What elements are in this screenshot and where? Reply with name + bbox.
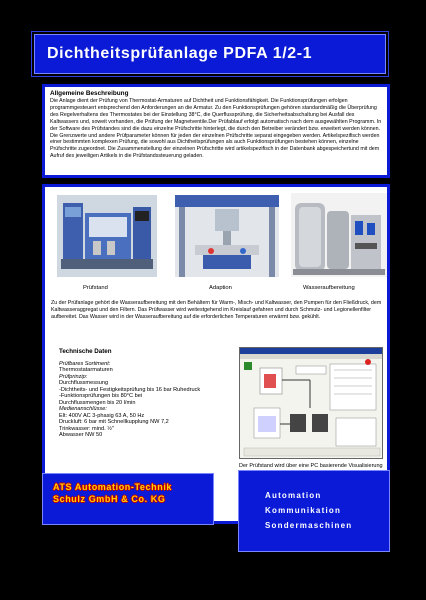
technical-data-item: -Funktionsprüfungen bis 80°C bei [59, 393, 143, 399]
caption-adaption: Adaption [209, 285, 232, 291]
visualisation-caption: Der Prüfstand wird über eine PC basierende Visualisierung [239, 463, 383, 469]
technical-data-heading: Technische Daten [59, 348, 112, 355]
visualisation-screenshot [239, 347, 383, 459]
service-communication: Kommunikation [265, 506, 342, 515]
water-treatment-photo [291, 193, 387, 277]
company-name-line1: ATS Automation-Technik [53, 482, 173, 492]
technical-data-item: Durchflussmessung [59, 380, 109, 386]
test-stand-photo [57, 195, 157, 277]
water-treatment-text: Zu der Prüfanlage gehört die Wasseraufbereitung mit den Behältern für Warm-, Misch- und Kaltwasser, den Pumpen für den Fließdruck, dem Kaltwasseraggregat und den Filtern. Das Prüfwasser wird weitestgehend im Kreislauf gefahren und durch Schmutz- und Legionellenfilter aufbereitet. Das Wasser wird in der Wasseraufbereitung auf die erforderlichen Temperaturen erwärmt bzw. gekühlt. [51, 300, 382, 320]
caption-water-treatment: Wasseraufbereitung [303, 285, 355, 291]
title-banner [34, 34, 386, 74]
technical-data-item: Druckluft: 6 bar mit Schnellkupplung NW 7,2 [59, 419, 169, 425]
page-title: Dichtheitsprüfanlage PDFA 1/2-1 [47, 45, 313, 62]
description-heading: Allgemeine Beschreibung [50, 90, 129, 97]
description-panel [42, 84, 390, 178]
technical-data-item: Elt: 400V AC 3-phasig 63 A, 50 Hz [59, 412, 145, 419]
company-box [42, 473, 214, 525]
technical-data-item: Trinkwasser: mind. ½" [59, 425, 114, 432]
technical-data-item: Prüfbares Sortiment: [59, 360, 111, 367]
technical-data-item: Medienanschlüsse: [59, 406, 107, 412]
technical-data-item: -Dichtheits- und Festigkeitsprüfung bis 16 bar Ruhedruck [59, 386, 201, 393]
technical-data-item: Prüfprinzip: [59, 373, 88, 380]
technical-data-item: Thermostatarmaturen [59, 367, 113, 373]
adaption-photo [175, 195, 279, 277]
service-automation: Automation [265, 491, 322, 500]
services-box [238, 470, 390, 552]
service-special-machines: Sondermaschinen [265, 521, 353, 530]
company-name-line2: Schulz GmbH & Co. KG [53, 494, 166, 504]
description-text: Die Anlage dient der Prüfung von Thermostat-Armaturen auf Dichtheit und Funktionsfähigkeit. Die Funktionsprüfungen erfolgen programmgesteuert entsprechend den Anforderungen an die Armatur. Zu den Funktionsprüfungen gehören standardmäßig die Überprüfung des Regelverhaltens des Thermostates bei der Einstellung 38°C, die Querflussprüfung, die Sicherheitsabschaltung bei Ausfall des Kaltwassers und, soweit vorhanden, die Prüfung der Magnetventile.Der Prüfablauf erfolgt automatisch nach dem ausgewählten Programm. In der Software des Prüfstandes sind die dazu einzelne Prüfschritte hinterlegt, die durch den Betreiber verändert bzw. erweitert werden können. Die Grenzwerte und andere Prüfparameter können für jeden der einzelnen Prüfschritte separat eingegeben werden. Artikelspezifisch werden einer bestimmten komplexen Prüfung, die sowohl aus Dichtheitsprüfungen als auch Funktionsprüfungen bestehen können, einzelne Prüfschritte zugeordnet. Die Zusammenstellung der einzelnen Prüfschritte wird artikelspezifisch in der Datenbank abgespeichertund mit dem Aufruf des jeweiligen Artikels in die Prüfstandssteuerung geladen. [50, 98, 382, 160]
technical-data-item: Durchflussmengen bis 20 l/min [59, 399, 136, 406]
technical-data [59, 349, 229, 439]
caption-test-stand: Prüfstand [83, 285, 108, 291]
technical-data-item: Abwasser NW 50 [59, 432, 103, 438]
technical-data-list [59, 361, 229, 439]
